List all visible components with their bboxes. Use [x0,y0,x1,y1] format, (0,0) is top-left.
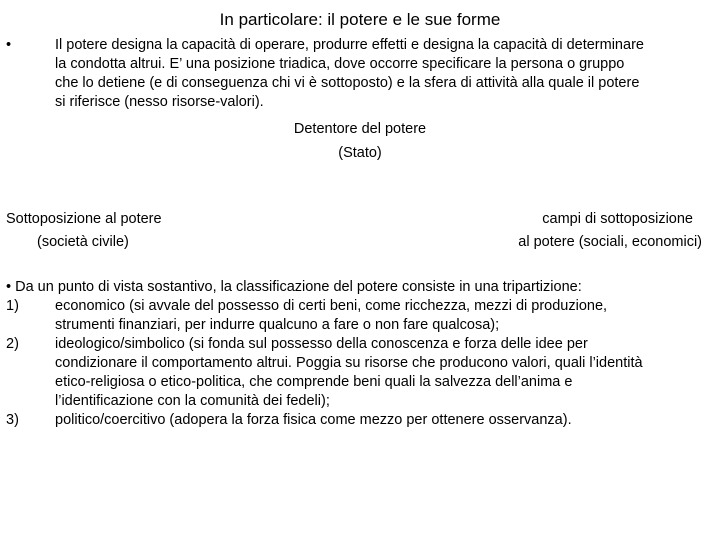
definition-text [55,36,705,112]
bullet-icon: • [6,37,12,53]
subordination-subject: (società civile) [37,234,129,250]
list-item-text [55,411,710,430]
definition-line: Il potere designa la capacità di operare, produrre effetti e designa la capacità di determinare [55,37,644,53]
definition-line: che lo detiene (e di conseguenza chi vi è sottoposto) e la sfera di attività alla quale il potere [55,75,640,91]
slide-title: In particolare: il potere e le sue forme [219,10,501,29]
definition-line: si riferisce (nesso risorse-valori). [55,94,264,110]
subordination-fields [518,208,702,254]
classification-intro: • Da un punto di vista sostantivo, la classificazione del potere consiste in una tripartizione: [6,279,582,295]
power-holder-subject: (Stato) [338,145,382,161]
subordination [6,208,162,254]
list-item-text [55,335,710,411]
list-item [0,411,720,430]
list-item-text [55,297,710,335]
fields-detail: al potere (sociali, economici) [518,234,702,250]
list-line: etico-religiosa o etico-politica, che comprende beni quali la salvezza dell’anima e [55,374,573,390]
list-line: economico (si avvale del possesso di certi beni, come ricchezza, mezzi di produzione, [55,298,608,314]
fields-label: campi di sottoposizione [542,211,693,227]
list-line: politico/coercitivo (adopera la forza fisica come mezzo per ottenere osservanza). [55,412,572,428]
power-forms-list [0,297,720,430]
list-item [0,335,720,411]
list-number: 3) [6,412,19,428]
list-line: condizionare il comportamento altrui. Poggia su risorse che producono valori, quali l’identità [55,355,643,371]
list-item [0,297,720,335]
definition-line: la condotta altrui. E’ una posizione triadica, dove occorre specificare la persona o gruppo [55,56,625,72]
power-holder [0,117,720,165]
list-line: strumenti finanziari, per indurre qualcuno a fare o non fare qualcosa); [55,317,500,333]
list-number: 1) [6,298,19,314]
power-holder-label: Detentore del potere [293,121,427,137]
list-line: l’identificazione con la comunità dei fedeli); [55,393,330,409]
list-number: 2) [6,336,19,352]
list-line: ideologico/simbolico (si fonda sul possesso della conoscenza e forza delle idee per [55,336,588,352]
subordination-label: Sottoposizione al potere [6,211,162,227]
